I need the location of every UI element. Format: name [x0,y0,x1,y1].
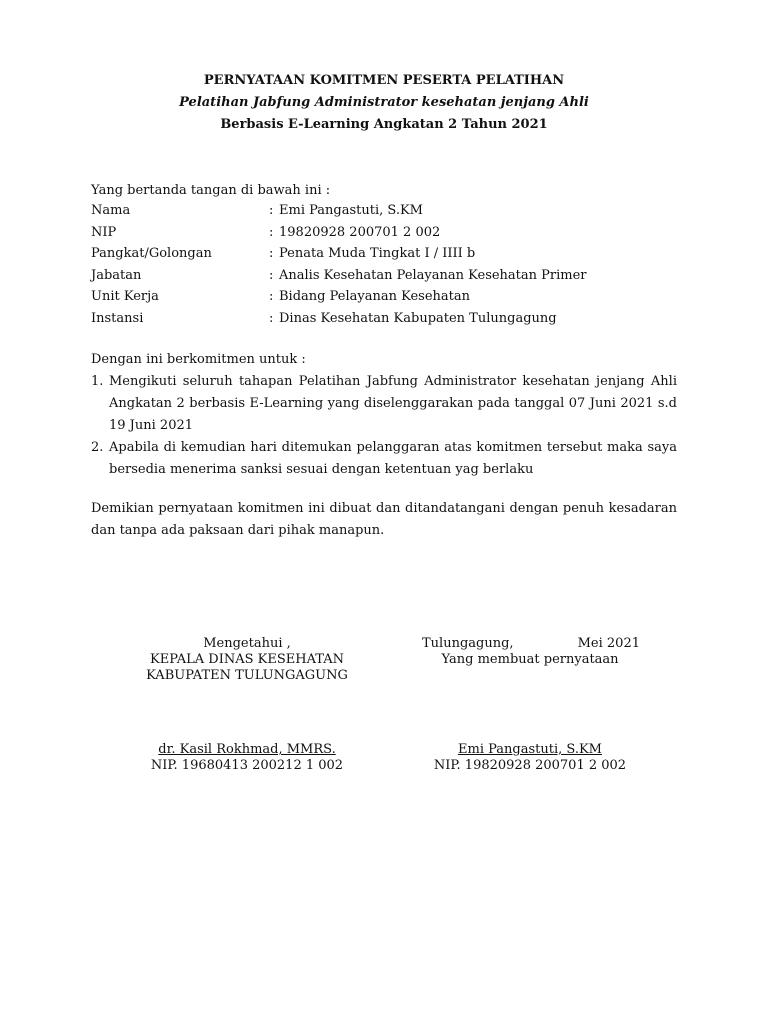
list-item-number: 1. [91,374,104,389]
official-position: KEPALA DINAS KESEHATAN [150,652,344,667]
intro-text: Yang bertanda tangan di bawah ini : [91,183,331,198]
official-nip: NIP. 19680413 200212 1 002 [150,758,344,773]
field-label: Nama [91,203,131,218]
field-colon: : [269,224,274,240]
signature-block-right [410,636,650,774]
closing-paragraph: Demikian pernyataan komitmen ini dibuat dan ditandatangani dengan penuh kesadaran dan tanpa ada paksaan dari pihak manapun. [91,501,677,538]
field-colon: : [269,246,274,262]
field-row-unit-kerja [91,286,677,308]
field-colon: : [269,203,274,218]
field-row-nama [91,200,677,222]
document-title: PERNYATAAN KOMITMEN PESERTA PELATIHAN [203,73,565,88]
official-name: dr. Kasil Rokhmad, MMRS. [158,742,336,757]
list-item-number: 2. [91,440,104,455]
list-item-text: Apabila di kemudian hari ditemukan pelanggaran atas komitmen tersebut maka saya bersedia menerima sanksi sesuai dengan ketentuan yag berlaku [109,440,677,477]
list-item [91,437,677,481]
list-item [91,371,677,437]
field-value: 19820928 200701 2 002 [279,224,441,240]
field-value: Analis Kesehatan Pelayanan Kesehatan Primer [279,267,587,283]
document-subtitle-2: Berbasis E-Learning Angkatan 2 Tahun 2021 [220,117,548,132]
field-colon: : [269,289,274,305]
commitment-list [91,371,677,481]
field-row-pangkat [91,243,677,265]
field-row-instansi [91,308,677,330]
field-colon: : [269,310,274,326]
identity-fields [91,200,677,330]
declarant-label: Yang membuat pernyataan [441,652,619,667]
field-label: Unit Kerja [91,289,159,305]
field-label: Jabatan [91,267,142,283]
list-item-text: Mengikuti seluruh tahapan Pelatihan Jabfung Administrator kesehatan jenjang Ahli Angkatan 2 berbasis E-Learning yang diselenggarakan pada tanggal 07 Juni 2021 s.d 19 Juni 2021 [109,374,677,433]
field-row-jabatan [91,265,677,287]
field-value: Bidang Pelayanan Kesehatan [279,289,470,305]
field-label: NIP [91,224,117,240]
sign-place: Tulungagung, [422,636,514,651]
field-colon: : [269,267,274,283]
field-label: Pangkat/Golongan [91,246,212,262]
place-date [410,636,650,652]
sign-date: Mei 2021 [577,636,640,651]
commitment-intro: Dengan ini berkomitmen untuk : [91,352,306,367]
field-value: Dinas Kesehatan Kabupaten Tulungagung [279,310,557,326]
signature-block-left [132,636,362,774]
document-heading [0,70,768,136]
declarant-name: Emi Pangastuti, S.KM [458,742,602,757]
commitment-section [91,349,677,481]
field-row-nip [91,222,677,244]
acknowledged-label: Mengetahui , [203,636,291,651]
official-region: KABUPATEN TULUNGAGUNG [146,668,348,683]
document-subtitle-1: Pelatihan Jabfung Administrator kesehatan jenjang Ahli [179,95,589,110]
field-label: Instansi [91,310,144,326]
declarant-nip: NIP. 19820928 200701 2 002 [433,758,627,773]
field-value: Emi Pangastuti, S.KM [279,203,423,218]
field-value: Penata Muda Tingkat I / IIII b [279,246,476,262]
